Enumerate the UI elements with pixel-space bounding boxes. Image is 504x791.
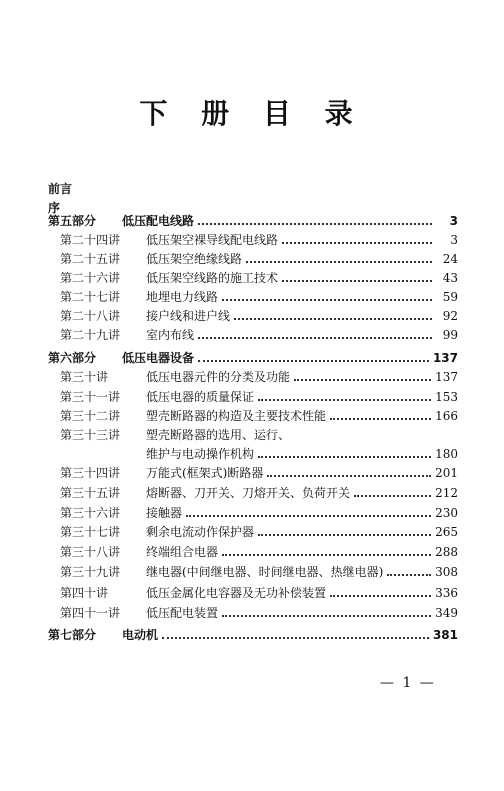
toc-lecture-row [48, 366, 458, 384]
toc-lecture-row [48, 386, 458, 404]
toc-entry-number: 第二十六讲 [60, 271, 121, 285]
toc-entry-page: 288 [435, 545, 458, 559]
toc-entry-title: 剩余电流动作保护器 [146, 525, 255, 539]
toc-entry-title: 低压电器设备 [122, 351, 195, 365]
toc-dot-leader [282, 242, 432, 244]
toc-entry-title: 继电器(中间继电器、时间继电器、热继电器) [146, 565, 384, 579]
toc-entry-page: 349 [435, 606, 458, 620]
toc-entry-page: 92 [442, 309, 458, 323]
toc-entry-title: 塑壳断路器的选用、运行、 [146, 428, 291, 442]
toc-dot-leader [222, 615, 431, 617]
toc-dot-leader [222, 299, 432, 301]
toc-dot-leader [258, 399, 431, 401]
toc-lecture-row [48, 521, 458, 539]
toc-dot-leader [198, 223, 432, 225]
toc-entry-title: 低压架空线路的施工技术 [146, 271, 279, 285]
toc-lecture-row [48, 561, 458, 579]
toc-dot-leader [186, 515, 431, 517]
toc-entry-page: 24 [442, 252, 458, 266]
toc-entry-title: 低压配电装置 [146, 606, 219, 620]
toc-dot-leader [222, 554, 431, 556]
page-title: 下 册 目 录 [139, 97, 365, 130]
toc-entry-number: 第六部分 [48, 351, 97, 365]
toc-dot-leader [354, 495, 431, 497]
toc-entry-title: 低压金属化电容器及无功补偿装置 [146, 586, 327, 600]
toc-entry-title: 万能式(框架式)断路器 [146, 466, 264, 480]
toc-lecture-row [48, 229, 458, 247]
toc-lecture-row [48, 482, 458, 500]
toc-entry-number: 第三十八讲 [60, 545, 121, 559]
toc-dot-leader [282, 280, 432, 282]
toc-dot-leader [330, 595, 431, 597]
toc-part-row [48, 624, 458, 642]
toc-entry-title: 接触器 [146, 506, 183, 520]
toc-lecture-row [48, 462, 458, 480]
toc-lecture-row [48, 502, 458, 520]
toc-entry-page: 3 [449, 214, 458, 228]
toc-entry-number: 第三十六讲 [60, 506, 121, 520]
toc-entry-number: 第三十七讲 [60, 525, 121, 539]
toc-entry-page: 99 [442, 328, 458, 342]
toc-entry-title: 熔断器、刀开关、刀熔开关、负荷开关 [146, 486, 351, 500]
toc-lecture-row [48, 248, 458, 266]
toc-entry-page: 137 [432, 351, 458, 365]
toc-entry-page: 43 [442, 271, 458, 285]
toc-dot-leader [246, 261, 432, 263]
toc-entry-page: 265 [435, 525, 458, 539]
toc-lecture-row [48, 286, 458, 304]
toc-entry-page: 59 [442, 290, 458, 304]
toc-preface: 前言 [48, 182, 73, 196]
toc-entry-number: 第五部分 [48, 214, 97, 228]
toc-dot-leader [387, 574, 431, 576]
toc-foreword: 序 [48, 201, 61, 215]
toc-entry-page: 201 [435, 466, 458, 480]
toc-entry-title: 低压配电线路 [122, 214, 195, 228]
toc-dot-leader [267, 475, 431, 477]
footer-page-number: — 1 — [380, 675, 436, 691]
toc-lecture-row [48, 267, 458, 285]
toc-entry-title: 塑壳断路器的构造及主要技术性能 [146, 409, 327, 423]
toc-lecture-row [48, 582, 458, 600]
toc-entry-number: 第二十五讲 [60, 252, 121, 266]
toc-entry-number: 第二十四讲 [60, 233, 121, 247]
toc-entry-page: 3 [450, 233, 458, 247]
toc-entry-title: 低压架空绝缘线路 [146, 252, 243, 266]
toc-lecture-row [48, 405, 458, 423]
toc-lecture-row [48, 443, 458, 461]
toc-entry-page: 137 [435, 370, 458, 384]
toc-entry-number: 第四十讲 [60, 586, 109, 600]
toc-entry-number: 第三十三讲 [60, 428, 121, 442]
toc-entry-title: 低压架空裸导线配电线路 [146, 233, 279, 247]
toc-entry-page: 230 [435, 506, 458, 520]
toc-entry-number: 第四十一讲 [60, 606, 121, 620]
toc-lecture-row [48, 424, 458, 442]
toc-entry-number: 第三十四讲 [60, 466, 121, 480]
toc-entry-title: 接户线和进户线 [146, 309, 231, 323]
toc-entry-title: 维护与电动操作机构 [146, 447, 255, 461]
toc-entry-page: 308 [435, 565, 458, 579]
toc-entry-number: 第七部分 [48, 628, 97, 642]
toc-dot-leader [198, 360, 429, 362]
toc-lecture-row [48, 305, 458, 323]
toc-dot-leader [258, 456, 431, 458]
toc-dot-leader [294, 379, 431, 381]
toc-dot-leader [198, 337, 432, 339]
toc-part-row [48, 347, 458, 365]
toc-entry-page: 336 [435, 586, 458, 600]
toc-entry-title: 低压电器元件的分类及功能 [146, 370, 291, 384]
toc-lecture-row [48, 541, 458, 559]
toc-entry-number: 第三十讲 [60, 370, 109, 384]
toc-entry-title: 终端组合电器 [146, 545, 219, 559]
toc-entry-number: 第二十七讲 [60, 290, 121, 304]
toc-part-row [48, 210, 458, 228]
toc-entry-number: 第三十一讲 [60, 390, 121, 404]
toc-dot-leader [258, 534, 431, 536]
toc-dot-leader [330, 418, 431, 420]
toc-entry-number: 第二十九讲 [60, 328, 121, 342]
toc-dot-leader [234, 318, 432, 320]
toc-entry-number: 第三十五讲 [60, 486, 121, 500]
toc-entry-title: 室内布线 [146, 328, 195, 342]
toc-lecture-row [48, 602, 458, 620]
toc-entry-page: 381 [432, 628, 458, 642]
toc-lecture-row [48, 324, 458, 342]
toc-entry-number: 第三十二讲 [60, 409, 121, 423]
toc-entry-number: 第三十九讲 [60, 565, 121, 579]
toc-entry-title: 地埋电力线路 [146, 290, 219, 304]
toc-entry-title: 低压电器的质量保证 [146, 390, 255, 404]
toc-entry-page: 166 [435, 409, 458, 423]
toc-entry-number: 第二十八讲 [60, 309, 121, 323]
toc-entry-page: 153 [435, 390, 458, 404]
toc-entry-title: 电动机 [122, 628, 159, 642]
toc-entry-page: 180 [435, 447, 458, 461]
toc-dot-leader [162, 637, 429, 639]
toc-entry-page: 212 [435, 486, 458, 500]
